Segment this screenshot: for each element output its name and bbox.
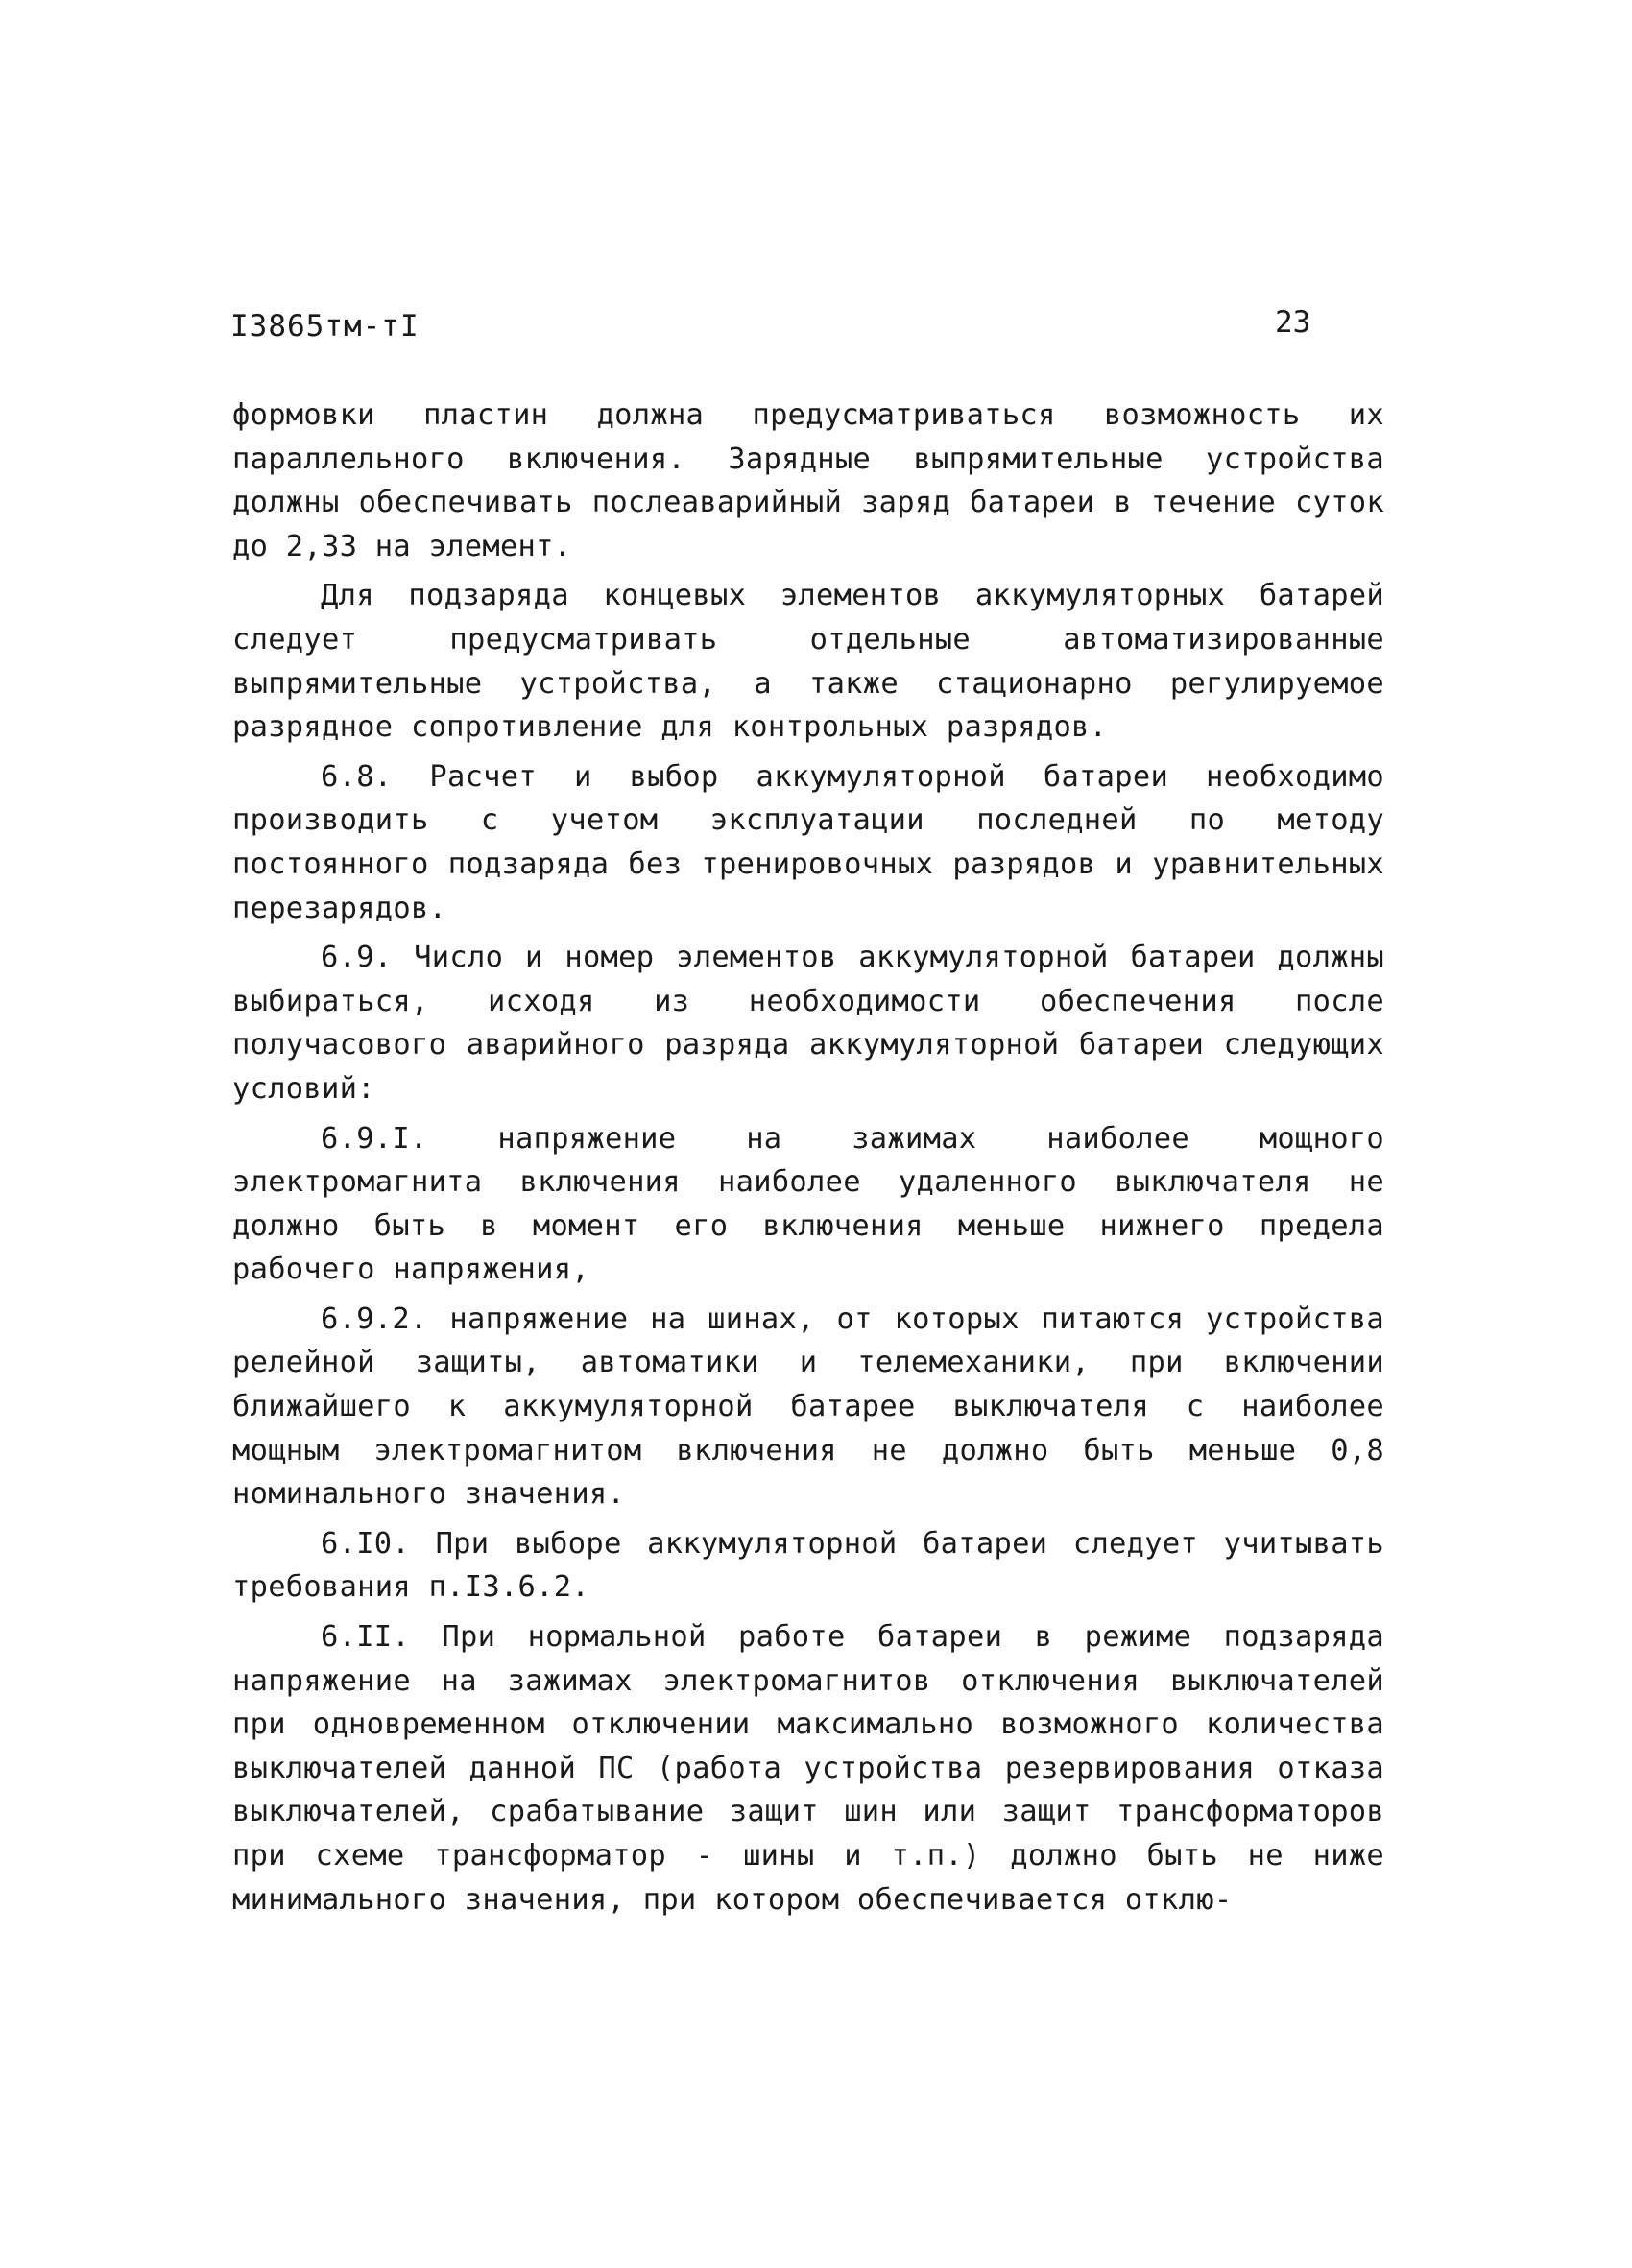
body-text: [232, 394, 1384, 1927]
document-code: I3865тм-тI: [230, 309, 420, 344]
paragraph-6-9: 6.9. Число и номер элементов аккумуляторной батареи должны выбираться, исходя из необходимости обеспечения после получасового аварийного разряда аккумуляторной батареи следующих условий:: [232, 941, 1384, 1106]
page-number: 23: [1275, 305, 1311, 340]
paragraph-6-9-2: 6.9.2. напряжение на шинах, от которых питаются устройства релейной защиты, автоматики и телемеханики, при включении ближайшего к аккумуляторной батарее выключателя с наиболее мощным электромагнитом включения не должно быть меньше 0,8 номинального значения.: [232, 1301, 1384, 1512]
paragraph-6-11: 6.II. При нормальной работе батареи в режиме подзаряда напряжение на зажимах электромагнитов отключения выключателей при одновременном отключении максимально возможного количества выключателей данной ПС (работа устройства резервирования отказа выключателей, срабатывание защит шин или защит трансформаторов при схеме трансформатор - шины и т.п.) должно быть не ниже минимального значения, при котором обеспечивается отклю-: [232, 1620, 1384, 1917]
paragraph-6-8: 6.8. Расчет и выбор аккумуляторной батареи необходимо производить с учетом эксплуатации последней по методу постоянного подзаряда без тренировочных разрядов и уравнительных перезарядов.: [232, 759, 1384, 925]
paragraph-end-cells: Для подзаряда концевых элементов аккумуляторных батарей следует предусматривать отдельные автоматизированные выпрямительные устройства, а также стационарно регулируемое разрядное сопротивление для контрольных разрядов.: [232, 579, 1384, 745]
paragraph-6-10: 6.I0. При выборе аккумуляторной батареи следует учитывать требования п.I3.6.2.: [232, 1526, 1384, 1605]
paragraph-6-9-1: 6.9.I. напряжение на зажимах наиболее мощного электромагнита включения наиболее удаленного выключателя не должно быть в момент его включения меньше нижнего предела рабочего напряжения,: [232, 1121, 1384, 1287]
paragraph-continuation: формовки пластин должна предусматриваться возможность их параллельного включения. Зарядные выпрямительные устройства должны обеспечивать послеаварийный заряд батареи в течение суток до 2,33 на элемент.: [232, 398, 1384, 563]
